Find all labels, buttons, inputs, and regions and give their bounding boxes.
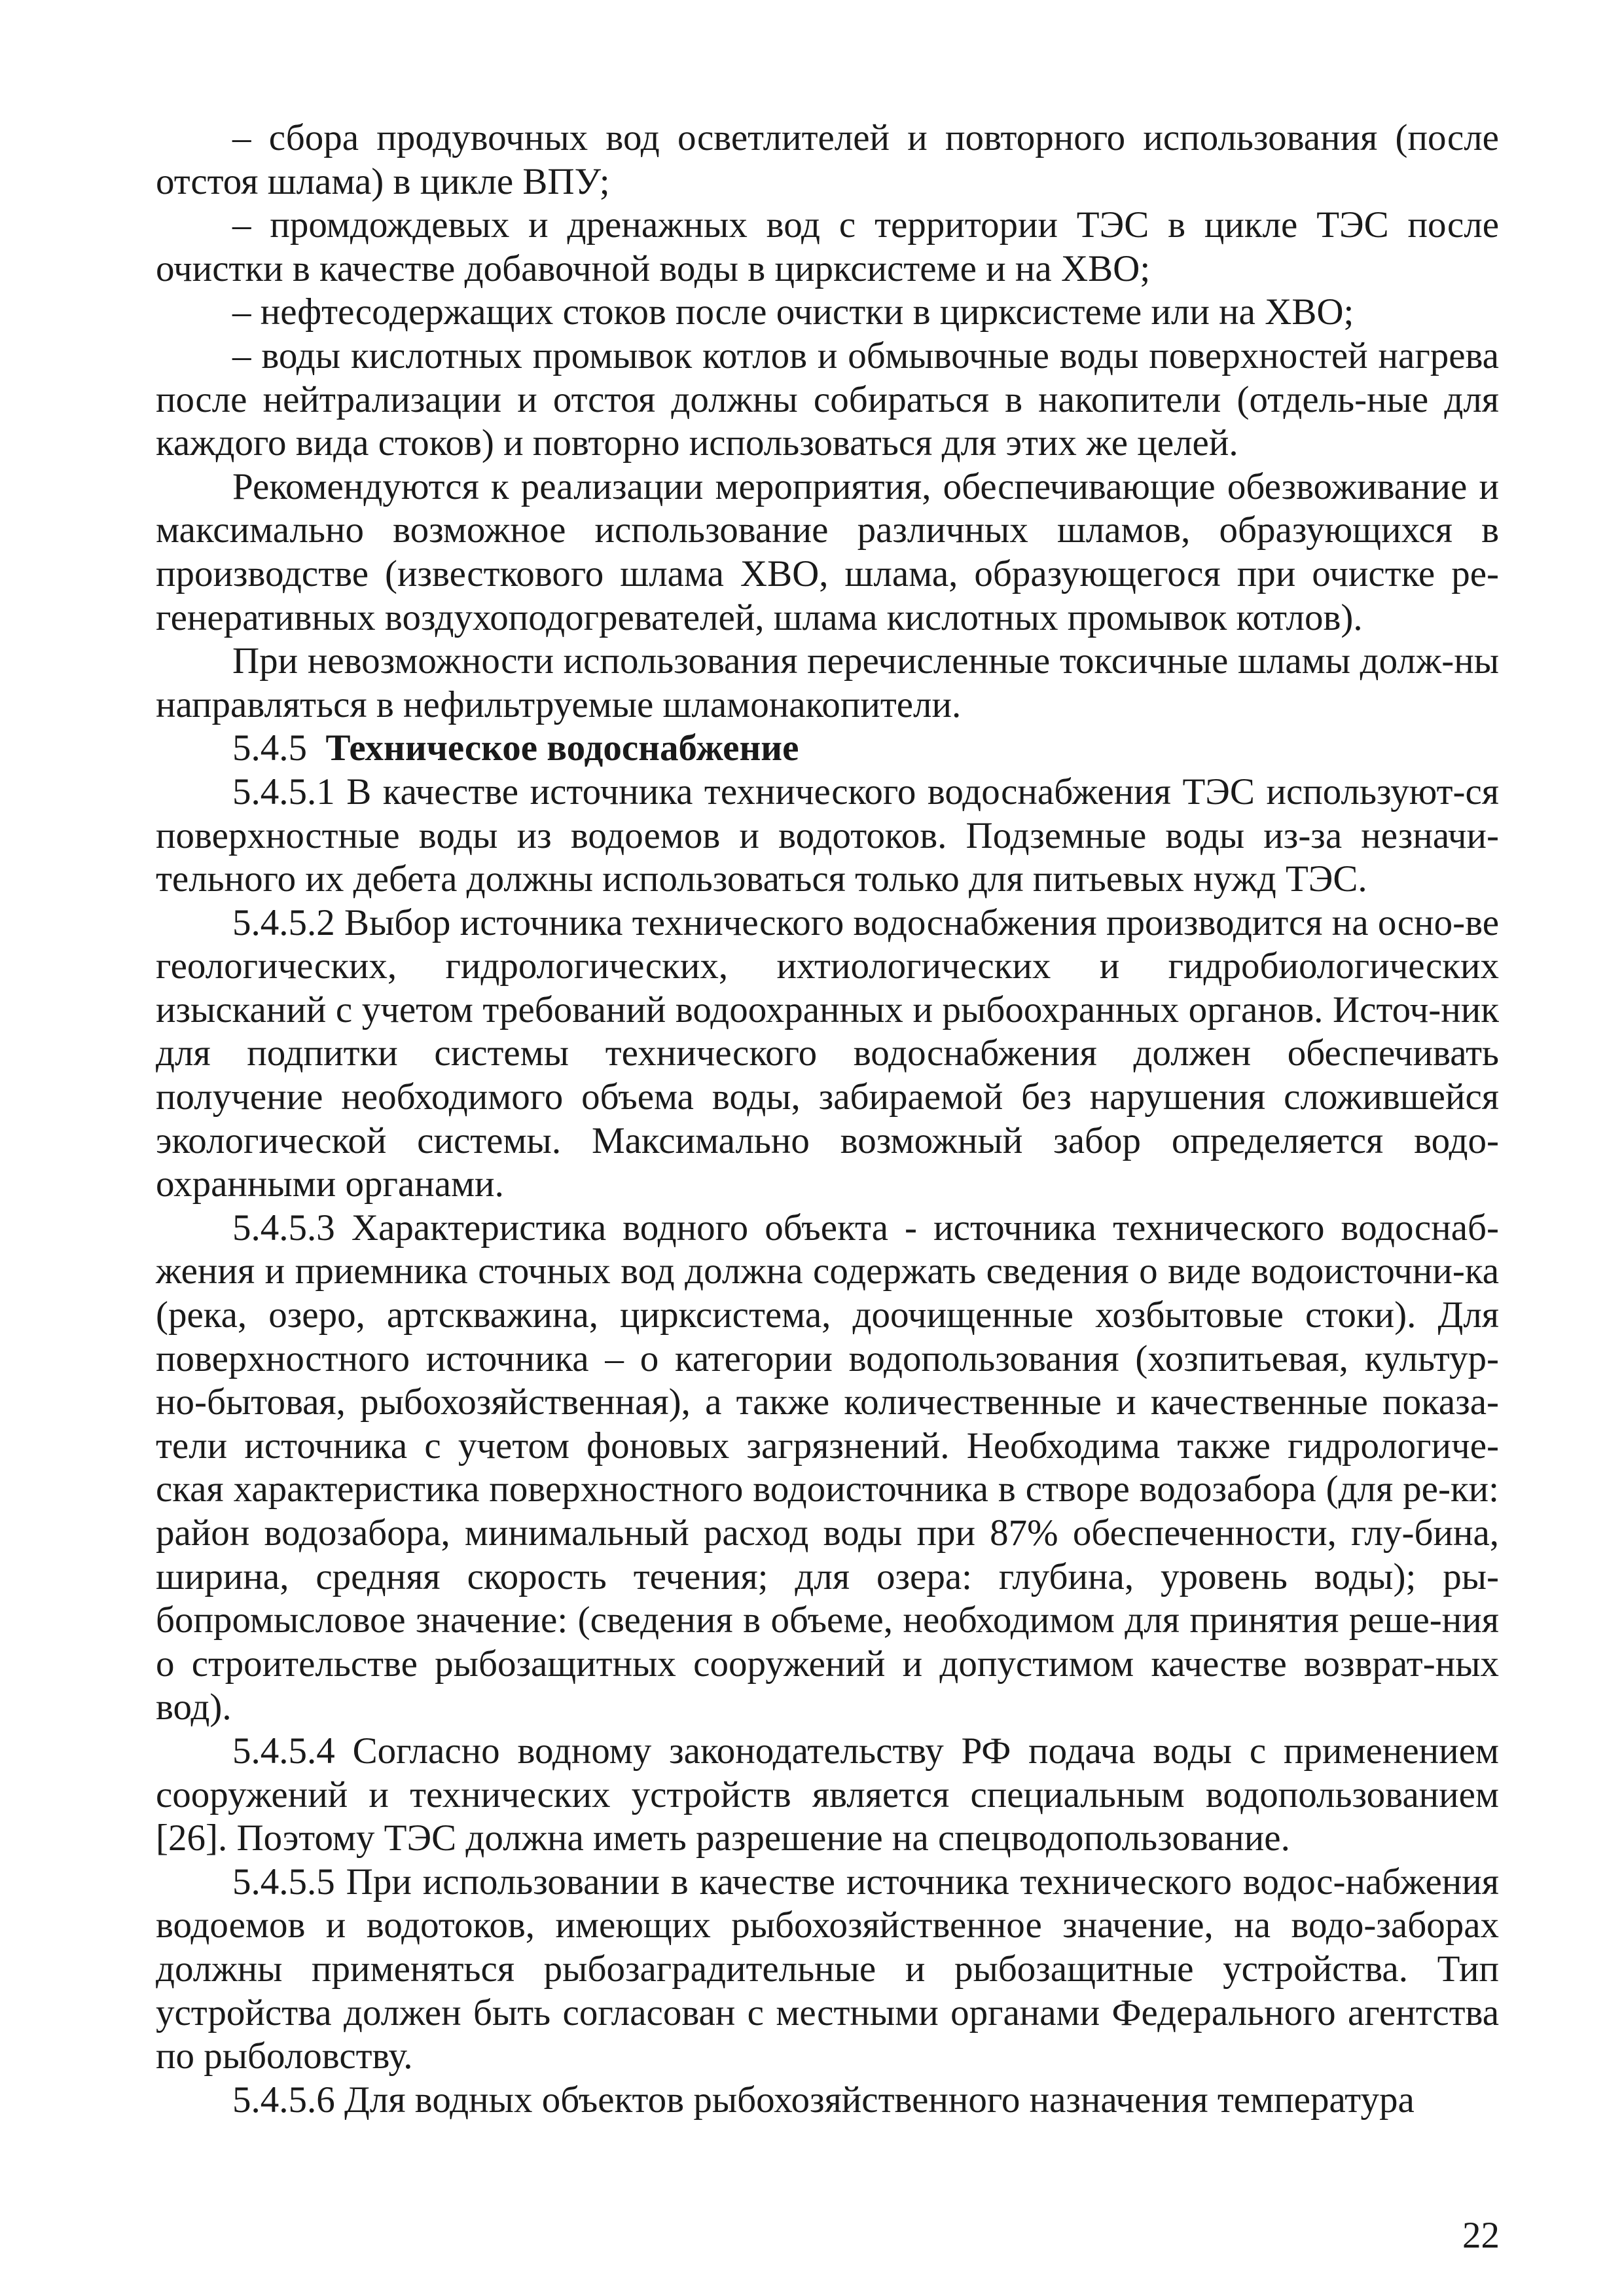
- clause-5-4-5-1: 5.4.5.1 В качестве источника технического водоснабжения ТЭС используют-ся поверхностные воды из водоемов и водотоков. Подземные воды из-за незначи-тельного их дебета должны использоваться только для питьевых нужд ТЭС.: [156, 771, 1499, 900]
- section-heading: [156, 727, 1499, 771]
- list-item-storm-drain-water: – промдождевых и дренажных вод с территории ТЭС в цикле ТЭС после очистки в качестве добавочной воды в цирксистеме и на ХВО;: [156, 204, 1499, 289]
- paragraph-toxic-sludge: При невозможности использования перечисленные токсичные шламы долж-ны направляться в нефильтруемые шламонакопители.: [156, 640, 1499, 725]
- clause-5-4-5-6: 5.4.5.6 Для водных объектов рыбохозяйственного назначения температура: [232, 2079, 1415, 2121]
- clause-5-4-5-5: 5.4.5.5 При использовании в качестве источника технического водос-набжения водоемов и водотоков, имеющих рыбохозяйственное значение, на водо-заборах должны применяться рыбозаградительные и рыбозащитные устройства. Тип устройства должен быть согласован с местными органами Федерального агентства по рыболовству.: [156, 1861, 1499, 2077]
- page-number: 22: [1462, 2215, 1500, 2256]
- list-item-oily-wastewater: – нефтесодержащих стоков после очистки в цирксистеме или на ХВО;: [232, 291, 1354, 333]
- list-item-blowdown-water: – сбора продувочных вод осветлителей и повторного использования (после отстоя шлама) в цикле ВПУ;: [156, 117, 1499, 202]
- section-number: 5.4.5: [232, 727, 307, 769]
- clause-5-4-5-2: 5.4.5.2 Выбор источника технического водоснабжения производится на осно-ве геологических, гидрологических, ихтиологических и гидробиологических изысканий с учетом требований водоохранных и рыбоохранных органов. Источ-ник для подпитки системы технического водоснабжения должен обеспечивать получение необходимого объема воды, забираемой без нарушения сложившейся экологической системы. Максимально возможный забор определяется водо-охранными органами.: [156, 902, 1499, 1205]
- section-title: Техническое водоснабжение: [325, 727, 799, 769]
- clause-5-4-5-4: 5.4.5.4 Согласно водному законодательству РФ подача воды с применением сооружений и технических устройств является специальным водопользованием [26]. Поэтому ТЭС должна иметь разрешение на спецводопользование.: [156, 1730, 1499, 1859]
- paragraph-sludge-dewatering: Рекомендуются к реализации мероприятия, обеспечивающие обезвоживание и максимально возможное использование различных шламов, образующихся в производстве (известкового шлама ХВО, шлама, образующегося при очистке ре-генеративных воздухоподогревателей, шлама кислотных промывок котлов).: [156, 465, 1499, 638]
- list-item-acid-wash-water: – воды кислотных промывок котлов и обмывочные воды поверхностей нагрева после нейтрализации и отстоя должны собираться в накопители (отдель-ные для каждого вида стоков) и повторно использоваться для этих же целей.: [156, 335, 1499, 464]
- clause-5-4-5-3: 5.4.5.3 Характеристика водного объекта - источника технического водоснаб-жения и приемника сточных вод должна содержать сведения о виде водоисточни-ка (река, озеро, артскважина, цирксистема, доочищенные хозбытовые стоки). Для поверхностного источника – о категории водопользования (хозпитьевая, культур-но-бытовая, рыбохозяйственная), а также количественные и качественные показа-тели источника с учетом фоновых загрязнений. Необходима также гидрологиче-ская характеристика поверхностного водоисточника в створе водозабора (для ре-ки: район водозабора, минимальный расход воды при 87% обеспеченности, глу-бина, ширина, средняя скорость течения; для озера: глубина, уровень воды); ры-бопромысловое значение: (сведения в объеме, необходимом для принятия реше-ния о строительстве рыбозащитных сооружений и допустимом качестве возврат-ных вод).: [156, 1207, 1499, 1728]
- body-text: [156, 117, 1499, 2122]
